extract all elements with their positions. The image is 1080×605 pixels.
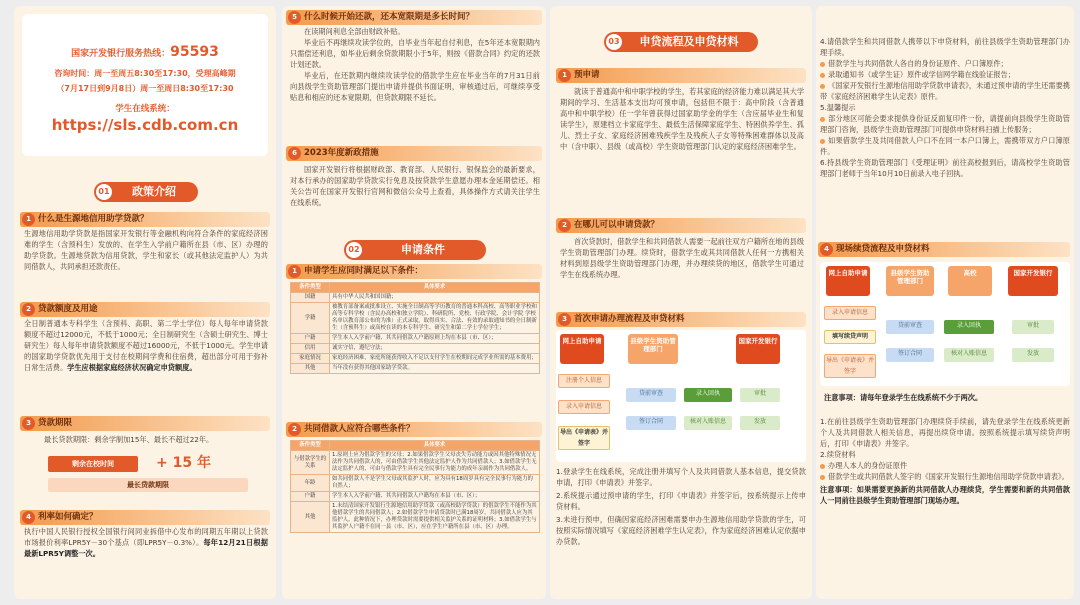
hotline-label: 国家开发银行服务热线： — [71, 49, 171, 59]
flow2-col-college: 高校 — [948, 266, 992, 296]
flow2-step-renew-statement: 填写续贷声明 — [824, 330, 876, 344]
panel-policy — [14, 6, 276, 599]
q3-text: 最长贷款期限：剩余学制加15年、最长不超过22年。 — [44, 435, 214, 444]
condition-type: 信用 — [291, 344, 330, 354]
website-url[interactable]: https://sls.cdb.com.cn — [51, 116, 239, 134]
condition-detail: 诚实守信，遵纪守法； — [330, 344, 540, 354]
student-conditions-table: 条件类型 具体要求 国籍 具有中华人民共和国国籍； 学籍 被教育部备案或批准设立、实施全日制高等学历教育的普通本科高校、高等职业学校和高等专科学校（含民办高校和独立学院）、科研院所、党校、行政学院、会计学院 学校名单以教育部公布的为准）正式录取，取得真实、合法、有效的录取通知书的全日制新生（含预科生）或高校在读的本专科学生、研究生和第二学士学位学生； 户籍 学生本人入学前户籍、其共同借款人户籍原则上均在本县（市、区）； 信用 诚实守信，遵纪守法； 家庭情况 家庭经济困难，家庭所能获得收入不足以支付学生在校期间完成学业所需的基本费用； 其他 当年没有获得其他国家助学贷款。 — [290, 282, 540, 374]
table-row — [291, 344, 540, 354]
flow-col-county: 县级学生资助管理部门 — [628, 334, 678, 364]
flow-step-export-form: 导出《申请表》并签字 — [558, 426, 610, 450]
panel-process — [550, 6, 812, 599]
q1-text: 生源地信用助学贷款是指国家开发银行等金融机构向符合条件的家庭经济困难的学生（含预科生）发放的、在学生入学前户籍所在县（市、区）办理的助学贷款。生源地贷款为信用贷款，学生和家长（或其他法定监护人）为共同借款人，共同承担还款责任。 — [24, 229, 268, 271]
condition-type: 其他 — [291, 364, 330, 374]
term-school-bar: 剩余在校时间 — [48, 456, 138, 472]
panel-conditions — [282, 6, 546, 599]
condition-type: 其他 — [291, 502, 330, 533]
bullet-icon — [820, 73, 825, 78]
hours-line1: 咨询时间：周一至周五8:30至17:30，受理高峰期 — [54, 69, 236, 78]
q4-text: 执行中国人民银行授权全国银行间同业拆借中心发布的同期五年期以上贷款市场报价利率LPR5Y－30个基点（即LPR5Y－0.3%）。每年12月21日根据最新LPR5Y调整一次。 — [24, 527, 268, 558]
table-row — [291, 451, 540, 475]
flow2-step-receipt: 录入回执 — [944, 320, 994, 334]
table-row — [291, 303, 540, 334]
condition-detail: 被教育部备案或批准设立、实施全日制高等学历教育的普通本科高校、高等职业学校和高等专科学校（含民办高校和独立学院）、科研院所、党校、行政学院、会计学院 学校名单以教育部公布的为准）正式录取，取得真实、合法、有效的录取通知书的全日制新生（含预科生）或高校在读的本专科学生、研究生和第二学士学位学生； — [330, 303, 540, 334]
section-number: 01 — [96, 184, 112, 200]
condition-type: 学籍 — [291, 303, 330, 334]
flow2-step-verify: 核对入账信息 — [944, 348, 994, 362]
table-row — [291, 475, 540, 492]
flow-col-bank: 国家开发银行 — [736, 334, 780, 364]
hotline-number: 95593 — [170, 44, 219, 60]
q5-text: 在读期间利息全部由财政补贴。 毕业后不再继续攻读学位的，自毕业当年起自付利息，在5年还本宽限期内只需偿还利息，如毕业后剩余贷款期限小于5年，则按《借款合同》约定的还款计划还款。 毕业后，在还款期内继续攻读学位的借款学生应在毕业当年的7月31日前向县级学生资助管理部门提出申请并提供书面证明，审核通过后，可继续享受贴息和相应的还本宽限期，但贷款期限不延长。 — [290, 27, 540, 102]
coborrower-conditions-table: 条件类型 具体要求 与借款学生的关系 1.原则上应为借款学生的父母；2.如果借款学生父母丧失劳动能力或因其他特殊情况无法作为共同借款人的，可由借款学生其他法定监护人作为共同借款人；3.如借款学生无法定监护人的，可由与借款学生具有完全民事行为能力的成年亲属作为共同借款人。 年龄 如共同借款人不是学生父母或其监护人时，应为具有18周岁具有完全民事行为能力的自然人； 户籍 学生本人入学前户籍、其共同借款人户籍均在本县（市、区）； 其他 1.未结清国家开发银行生源地信用助学贷款（或高校助学贷款）的借款学生不能作为其他借款学生的共同借款人；2.如借款学生申请贷款时已满18周岁，共同借款人应为其监护人，此种情况下，办理贷款时需要提供相关监护关系的证明材料；3.如借款学生与其监护人户籍不在同一县（市、区），应在学生户籍所在县（市、区）办理。 — [290, 440, 540, 533]
flow-step-approve: 审批 — [740, 388, 780, 402]
renew-notes: 1.在前往县级学生资助管理部门办理续贷手续前，请先登录学生在线系统更新个人及共同借款人相关信息，再提出续贷申请。按照系统提示填写续贷声明后，打印《申请表》并签字。 2.续贷材料 办理人本人的身份证原件 借款学生或共同借款人签字的《国家开发银行生源地信用助学贷款申请表》。 注意事项：如果需要更换新的共同借款人办理续贷，学生需要和新的共同借款人一同前往县级学生资助管理部门现场办理。 — [820, 417, 1070, 505]
q-pre-apply: 1 预申请 — [556, 68, 806, 83]
condition-detail: 家庭经济困难，家庭所能获得收入不足以支付学生在校期间完成学业所需的基本费用； — [330, 354, 540, 364]
table-row — [291, 354, 540, 364]
condition-detail: 具有中华人民共和国国籍； — [330, 293, 540, 303]
flow-step-verify: 核对入账信息 — [684, 416, 732, 430]
condition-type: 户籍 — [291, 334, 330, 344]
bullet-icon — [820, 62, 825, 67]
flow2-step-approve: 审批 — [1012, 320, 1054, 334]
flow-step-register: 注册个人信息 — [558, 374, 610, 388]
flow-step-contract: 签订合同 — [626, 416, 676, 430]
condition-detail: 1.原则上应为借款学生的父母；2.如果借款学生父母丧失劳动能力或因其他特殊情况无法作为共同借款人的，可由借款学生其他法定监护人作为共同借款人；3.如借款学生无法定监护人的，可由与借款学生具有完全民事行为能力的成年亲属作为共同借款人。 — [330, 451, 540, 475]
q6-text: 国家开发银行将根据财政部、教育部、人民银行、银保监会的最新要求，对本行承办的国家助学贷款实行免息及按贷款学生意愿办理本金延期偿还。相关公告可在国家开发银行官网和微信公众号上查看，具体操作方式请关注学生在线系统。 — [290, 165, 540, 207]
condition-type: 家庭情况 — [291, 354, 330, 364]
bullet-icon — [820, 464, 825, 469]
condition-detail: 当年没有获得其他国家助学贷款。 — [330, 364, 540, 374]
flow-step-enter-info: 录入申请信息 — [558, 400, 610, 414]
first-apply-notes: 1.登录学生在线系统，完成注册并填写个人及共同借款人基本信息，提交贷款申请，打印《申请表》并签字。 2.系统提示通过预申请的学生，打印《申请表》并签字后，按系统提示上传申贷材料。 3.未进行预申，但确因家庭经济困难需要申办生源地信用助学贷款的学生，可按照实际情况填写《家庭经济困难学生认定表》，作为家庭经济困难认定依据申办贷款。 — [556, 467, 806, 546]
q-new-policy: 6 2023年度新政措施 — [286, 146, 542, 161]
q-what-is-loan: 1 什么是生源地信用助学贷款？ — [20, 212, 270, 227]
website-label: 学生在线系统： — [115, 104, 175, 114]
section-header-conditions: 02 申请条件 — [344, 240, 486, 260]
renew-caution: 注意事项：请每年登录学生在线系统不少于两次。 — [824, 393, 983, 402]
pre-apply-text: 就读于普通高中和中职学校的学生，若其家庭的经济能力难以满足其大学期间的学习、生活基本支出均可预申请，包括但不限于：高中阶段（含普通高中和中职学校）任一学年曾获得过国家助学金的学生（含应届毕业生和复读学生），原建档立卡家庭学生、最低生活保障家庭学生、特困供养学生、孤儿、烈士子女、家庭经济困难残疾学生及残疾人子女等特殊困难群体以及高中（含中职）、县级（或高校）学生资助管理部门认定的家庭经济困难学生。 — [560, 87, 804, 151]
condition-detail: 学生本人入学前户籍、其共同借款人户籍均在本县（市、区）； — [330, 492, 540, 502]
flow2-step-export-form: 导出《申请表》并签字 — [824, 354, 876, 378]
section-header-process: 03 申贷流程及申贷材料 — [604, 32, 758, 52]
table-row — [291, 293, 540, 303]
flow2-col-bank: 国家开发银行 — [1008, 266, 1058, 296]
table-row — [291, 334, 540, 344]
q-coborrower-conditions: 2 共同借款人应符合哪些条件？ — [286, 422, 542, 437]
condition-type: 与借款学生的关系 — [291, 451, 330, 475]
flow-step-disburse: 发放 — [740, 416, 780, 430]
flow-col-online: 网上自助申请 — [560, 334, 604, 364]
q-amount: 2 贷款额度及用途 — [20, 302, 270, 317]
materials-list: 4.请借款学生和共同借款人携带以下申贷材料，前往县级学生资助管理部门办理手续。 借款学生与共同借款人各自的身份证原件、户口簿原件； 录取通知书（或学生证）原件或学信网学籍在线验证报告； 《国家开发银行生源地信用助学贷款申请表》，未通过预申请的学生还需要携带《家庭经济困难学生认定表》原件。 5.温馨提示 部分地区可能会要求提供身份证反面复印件一份，请提前向县级学生资助管理部门咨询，县级学生资助管理部门可提供申贷材料扫描上传服务； 如果借款学生及共同借款人户口不在同一本户口簿上，需携带双方户口簿原件。 6.持县级学生资助管理部门《受理证明》前往高校报到后，请高校学生资助管理部门老师于当年10月10日前录入电子回执。 — [820, 37, 1070, 178]
q-first-apply-flow: 3 首次申请办理流程及申贷材料 — [556, 312, 806, 327]
flow2-step-contract: 签订合同 — [886, 348, 934, 362]
q-repay: 5 什么时候开始还款，还本宽限期是多长时间？ — [286, 10, 542, 25]
table-row — [291, 492, 540, 502]
hours-line2: （7月17日到9月8日）周一至周日8:30至17:30 — [56, 84, 234, 93]
condition-detail: 如共同借款人不是学生父母或其监护人时，应为具有18周岁具有完全民事行为能力的自然人； — [330, 475, 540, 492]
condition-detail: 1.未结清国家开发银行生源地信用助学贷款（或高校助学贷款）的借款学生不能作为其他借款学生的共同借款人；2.如借款学生申请贷款时已满18周岁，共同借款人应为其监护人，此种情况下，办理贷款时需要提供相关监护关系的证明材料；3.如借款学生与其监护人户籍不在同一县（市、区），应在学生户籍所在县（市、区）办理。 — [330, 502, 540, 533]
bullet-icon — [820, 475, 825, 480]
q-where-apply: 2 在哪儿可以申请贷款？ — [556, 218, 806, 233]
flow2-step-enter-info: 录入申请信息 — [824, 306, 876, 320]
bullet-icon — [820, 139, 825, 144]
flow2-col-online: 网上自助申请 — [826, 266, 870, 296]
q2-text: 全日制普通本专科学生（含预科、高职、第二学士学位）每人每年申请贷款额度不超过12000元，不低于1000元；全日制研究生（含硕士研究生、博士研究生）每人每年申请贷款额度不超过16000元，不低于1000元。学生申请的国家助学贷款优先用于支付在校期间学费和住宿费，超出部分可用于弥补日常生活费。学生应根据家庭经济状况确定申贷额度。 — [24, 319, 268, 372]
term-max-bar: 最长贷款期限 — [48, 478, 248, 492]
flow2-step-disburse: 发放 — [1012, 348, 1054, 362]
term-diagram — [44, 452, 254, 496]
first-apply-flowchart — [556, 330, 806, 462]
flow-step-review: 贷前审查 — [626, 388, 676, 402]
term-plus: + 15 年 — [156, 455, 211, 471]
where-apply-text: 首次贷款时，借款学生和共同借款人需要一起前往双方户籍所在地的县级学生资助管理部门办理。续贷时，借款学生或其共同借款人任何一方携相关材料到原县级学生资助管理部门办理，并办理续贷的地区，借款学生可通过学生在线系统办理。 — [560, 237, 804, 279]
bullet-icon — [820, 84, 825, 89]
flow2-step-review: 贷前审查 — [886, 320, 934, 334]
table-row — [291, 364, 540, 374]
q-interest: 4 利率如何确定？ — [20, 510, 270, 525]
condition-type: 年龄 — [291, 475, 330, 492]
table-row — [291, 502, 540, 533]
flow2-col-county: 县级学生资助管理部门 — [886, 266, 934, 296]
bullet-icon — [820, 117, 825, 122]
contact-card — [22, 14, 268, 156]
q-term: 3 贷款期限 — [20, 416, 270, 431]
q-renew-flow: 4 现场续贷流程及申贷材料 — [818, 242, 1070, 257]
condition-detail: 学生本人入学前户籍、其共同借款人户籍原则上均在本县（市、区）； — [330, 334, 540, 344]
condition-type: 国籍 — [291, 293, 330, 303]
panel-renewal — [816, 6, 1074, 599]
section-header-policy: 01 政策介绍 — [94, 182, 198, 202]
q-student-conditions: 1 申请学生应同时满足以下条件： — [286, 264, 542, 279]
renew-flowchart — [820, 262, 1070, 386]
condition-type: 户籍 — [291, 492, 330, 502]
flow-step-receipt: 录入回执 — [684, 388, 732, 402]
